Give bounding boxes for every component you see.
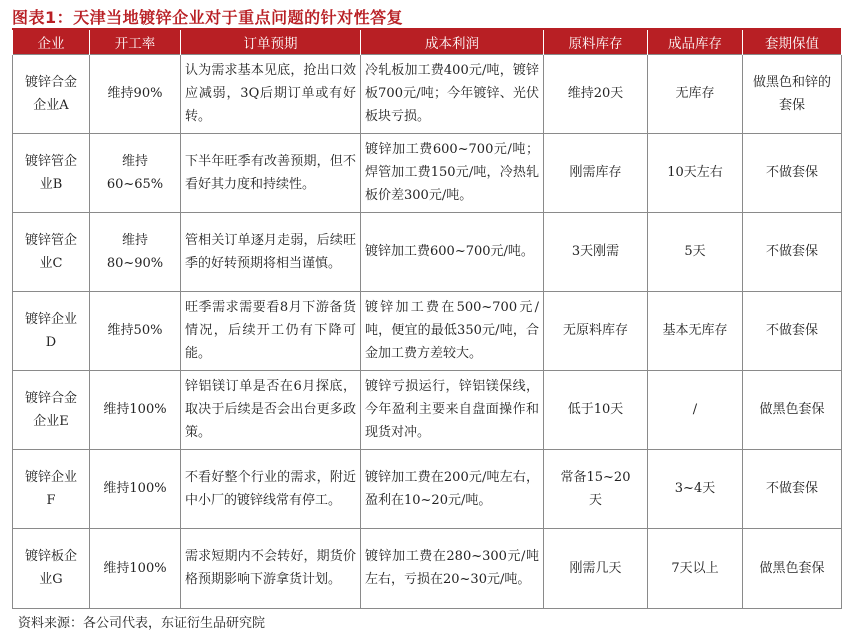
- header-order-outlook: 订单预期: [181, 30, 361, 54]
- table-row: [13, 370, 842, 449]
- cell-hedging: 不做套保: [743, 449, 842, 528]
- table-row: [13, 528, 842, 608]
- header-cost-profit: 成本利润: [361, 30, 544, 54]
- cell-cost-profit: 镀锌加工费在280~300元/吨左右，亏损在20~30元/吨。: [361, 528, 544, 608]
- cell-order-outlook: 需求短期内不会转好，期货价格预期影响下游拿货计划。: [181, 528, 361, 608]
- cell-utilization: 维持90%: [90, 54, 181, 133]
- cell-utilization: 维持100%: [90, 370, 181, 449]
- cell-order-outlook: 管相关订单逐月走弱，后续旺季的好转预期将相当谨慎。: [181, 212, 361, 291]
- cell-utilization: 维持100%: [90, 528, 181, 608]
- table-header-row: [13, 30, 842, 54]
- cell-company: 镀锌企业F: [13, 449, 90, 528]
- cell-utilization: 维持80~90%: [90, 212, 181, 291]
- response-table: [12, 30, 842, 609]
- cell-company: 镀锌管企业B: [13, 133, 90, 212]
- cell-company: 镀锌板企业G: [13, 528, 90, 608]
- cell-raw-inventory: 3天刚需: [544, 212, 648, 291]
- cell-order-outlook: 锌铝镁订单是否在6月探底，取决于后续是否会出台更多政策。: [181, 370, 361, 449]
- source-note: 资料来源：各公司代表，东证衍生品研究院: [18, 616, 266, 631]
- cell-cost-profit: 镀锌亏损运行，锌铝镁保线，今年盈利主要来自盘面操作和现货对冲。: [361, 370, 544, 449]
- cell-product-inventory: 7天以上: [648, 528, 743, 608]
- cell-cost-profit: 镀锌加工费600~700元/吨。: [361, 212, 544, 291]
- cell-hedging: 做黑色套保: [743, 370, 842, 449]
- header-product-inventory: 成品库存: [648, 30, 743, 54]
- table-title-bar: [12, 4, 841, 28]
- cell-utilization: 维持60~65%: [90, 133, 181, 212]
- table-row: [13, 133, 842, 212]
- header-utilization: 开工率: [90, 30, 181, 54]
- cell-raw-inventory: 常备15~20天: [544, 449, 648, 528]
- cell-hedging: 不做套保: [743, 133, 842, 212]
- cell-hedging: 不做套保: [743, 212, 842, 291]
- table-title: 图表1：天津当地镀锌企业对于重点问题的针对性答复: [12, 7, 404, 27]
- cell-utilization: 维持100%: [90, 449, 181, 528]
- cell-raw-inventory: 刚需库存: [544, 133, 648, 212]
- cell-product-inventory: 5天: [648, 212, 743, 291]
- cell-hedging: 不做套保: [743, 291, 842, 370]
- table-row: [13, 291, 842, 370]
- cell-raw-inventory: 维持20天: [544, 54, 648, 133]
- cell-order-outlook: 旺季需求需要看8月下游备货情况，后续开工仍有下降可能。: [181, 291, 361, 370]
- header-hedging: 套期保值: [743, 30, 842, 54]
- header-raw-inventory: 原料库存: [544, 30, 648, 54]
- cell-raw-inventory: 低于10天: [544, 370, 648, 449]
- cell-hedging: 做黑色套保: [743, 528, 842, 608]
- table-row: [13, 212, 842, 291]
- cell-hedging: 做黑色和锌的套保: [743, 54, 842, 133]
- cell-raw-inventory: 刚需几天: [544, 528, 648, 608]
- cell-order-outlook: 不看好整个行业的需求，附近中小厂的镀锌线常有停工。: [181, 449, 361, 528]
- cell-raw-inventory: 无原料库存: [544, 291, 648, 370]
- cell-cost-profit: 镀锌加工费在500~700元/吨，便宜的最低350元/吨，合金加工费方差较大。: [361, 291, 544, 370]
- cell-product-inventory: 3~4天: [648, 449, 743, 528]
- cell-order-outlook: 认为需求基本见底，抢出口效应减弱，3Q后期订单或有好转。: [181, 54, 361, 133]
- cell-company: 镀锌企业D: [13, 291, 90, 370]
- header-company: 企业: [13, 30, 90, 54]
- cell-product-inventory: 基本无库存: [648, 291, 743, 370]
- cell-cost-profit: 镀锌加工费在200元/吨左右，盈利在10~20元/吨。: [361, 449, 544, 528]
- cell-product-inventory: /: [648, 370, 743, 449]
- table-row: [13, 54, 842, 133]
- cell-product-inventory: 10天左右: [648, 133, 743, 212]
- table-row: [13, 449, 842, 528]
- cell-cost-profit: 镀锌加工费600~700元/吨；焊管加工费150元/吨，冷热轧板价差300元/吨。: [361, 133, 544, 212]
- cell-company: 镀锌合金企业E: [13, 370, 90, 449]
- cell-utilization: 维持50%: [90, 291, 181, 370]
- cell-product-inventory: 无库存: [648, 54, 743, 133]
- cell-company: 镀锌合金企业A: [13, 54, 90, 133]
- cell-company: 镀锌管企业C: [13, 212, 90, 291]
- cell-cost-profit: 冷轧板加工费400元/吨，镀锌板700元/吨；今年镀锌、光伏板块亏损。: [361, 54, 544, 133]
- cell-order-outlook: 下半年旺季有改善预期，但不看好其力度和持续性。: [181, 133, 361, 212]
